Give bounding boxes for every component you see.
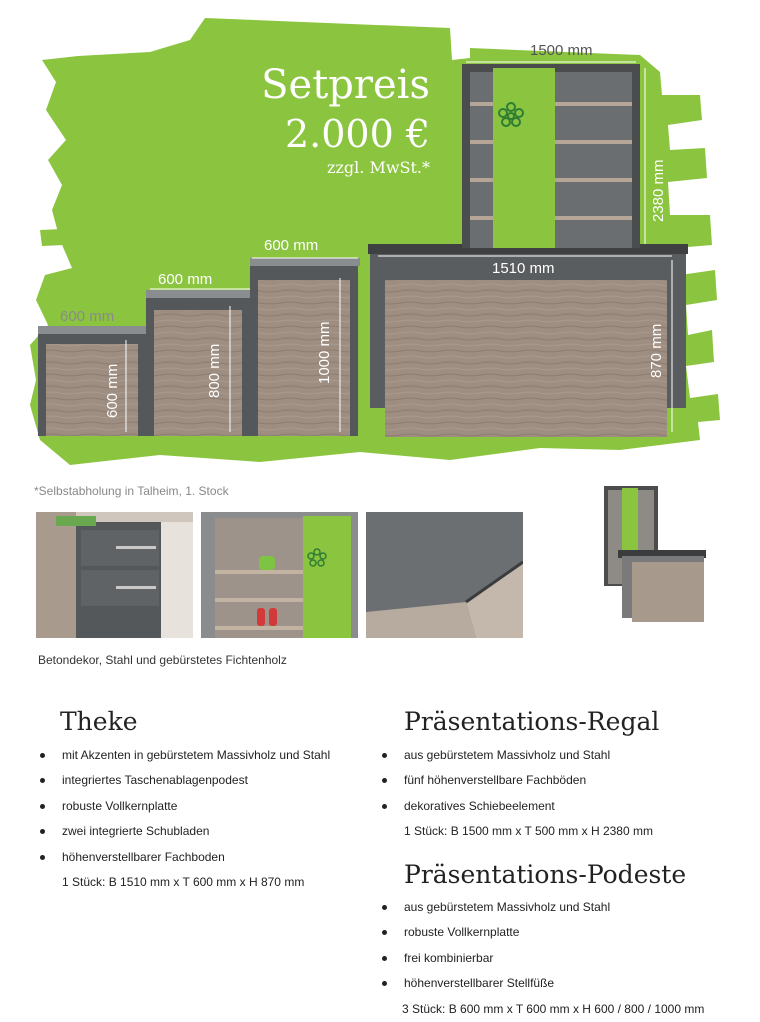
large-height-label: 1000 mm bbox=[316, 321, 333, 384]
presentation-shelf bbox=[462, 64, 640, 248]
theke-title: Theke bbox=[60, 707, 138, 736]
photo-set-overview bbox=[598, 482, 710, 628]
theke-section bbox=[38, 748, 368, 889]
regal-spec: 1 Stück: B 1500 mm x T 500 mm x H 2380 mm bbox=[404, 824, 653, 839]
theke-feature-list bbox=[38, 748, 368, 875]
counter-height-label: 870 mm bbox=[648, 323, 665, 378]
list-item: frei kombinierbar bbox=[380, 951, 750, 976]
list-item: höhenverstellbarer Fachboden bbox=[38, 850, 368, 875]
list-item: mit Akzenten in gebürstetem Massivholz und Stahl bbox=[38, 748, 368, 773]
list-item: zwei integrierte Schubladen bbox=[38, 824, 368, 849]
regal-title: Präsentations-Regal bbox=[404, 707, 660, 736]
counter-width-label: 1510 mm bbox=[492, 260, 555, 277]
list-item: robuste Vollkernplatte bbox=[38, 799, 368, 824]
podeste-spec: 3 Stück: B 600 mm x T 600 mm x H 600 / 800 / 1000 mm bbox=[402, 1001, 705, 1016]
medium-podest bbox=[146, 290, 252, 436]
small-width-label: 600 mm bbox=[60, 308, 115, 325]
photo-shelf-shoes bbox=[201, 512, 358, 638]
regal-feature-list bbox=[380, 748, 740, 824]
list-item: aus gebürstetem Massivholz und Stahl bbox=[380, 900, 750, 925]
list-item: dekoratives Schiebeelement bbox=[380, 799, 740, 824]
medium-height-label: 800 mm bbox=[206, 343, 223, 398]
photo-concrete-top bbox=[366, 512, 523, 638]
shelf-height-label-vertical: 2380 mm bbox=[650, 159, 667, 222]
set-price: 2.000 € bbox=[284, 112, 430, 156]
small-height-label: 600 mm bbox=[104, 363, 121, 418]
pickup-note: *Selbstabholung in Talheim, 1. Stock bbox=[34, 484, 229, 498]
large-width-label: 600 mm bbox=[264, 237, 319, 254]
podeste-title: Präsentations-Podeste bbox=[404, 860, 687, 889]
tax-note: zzgl. MwSt.* bbox=[327, 158, 430, 177]
list-item: integriertes Taschenablagenpodest bbox=[38, 773, 368, 798]
shelf-width-label: 1500 mm bbox=[530, 42, 593, 59]
list-item: höhenverstellbarer Stellfüße bbox=[380, 976, 750, 1001]
list-item: fünf höhenverstellbare Fachböden bbox=[380, 773, 740, 798]
theke-spec: 1 Stück: B 1510 mm x T 600 mm x H 870 mm bbox=[62, 874, 305, 889]
list-item: robuste Vollkernplatte bbox=[380, 925, 750, 950]
large-podest bbox=[250, 258, 360, 436]
setpreis-label: Setpreis bbox=[261, 62, 430, 108]
podeste-feature-list bbox=[380, 900, 750, 1002]
list-item: aus gebürstetem Massivholz und Stahl bbox=[380, 748, 740, 773]
medium-width-label: 600 mm bbox=[158, 271, 213, 288]
photo-counter-drawers bbox=[36, 512, 193, 638]
podeste-section bbox=[380, 900, 750, 1016]
small-podest bbox=[38, 326, 148, 436]
photo-caption: Betondekor, Stahl und gebürstetes Fichtenholz bbox=[38, 653, 287, 667]
regal-section bbox=[380, 748, 740, 838]
